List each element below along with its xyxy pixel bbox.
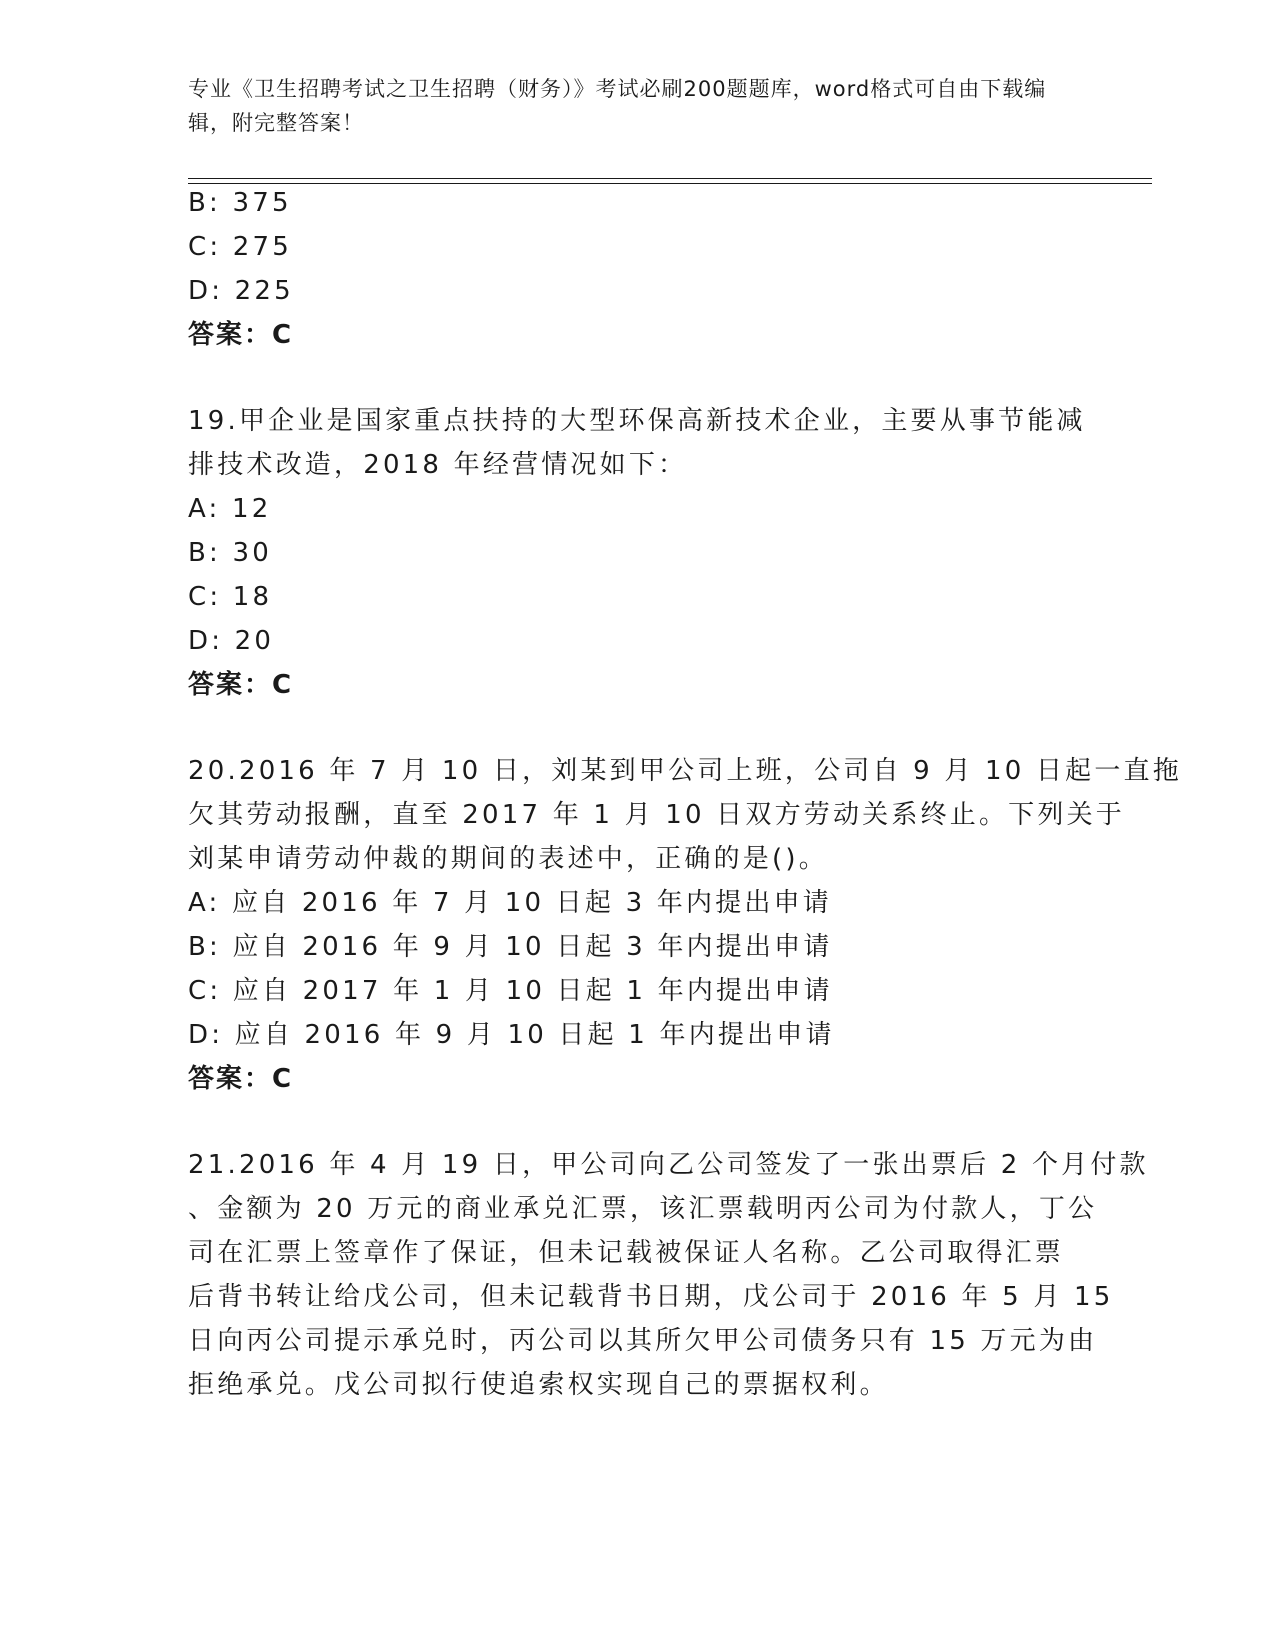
option-line: B: 375 xyxy=(188,188,292,218)
question-stem-line: 拒绝承兑。戊公司拟行使追索权实现自己的票据权利。 xyxy=(188,1370,889,1400)
question-stem-line: 排技术改造，2018 年经营情况如下： xyxy=(188,450,688,480)
question-stem-line: 21.2016 年 4 月 19 日，甲公司向乙公司签发了一张出票后 2 个月付款 xyxy=(188,1150,1149,1180)
question-stem-line: 司在汇票上签章作了保证，但未记载被保证人名称。乙公司取得汇票 xyxy=(188,1238,1065,1268)
question-stem-line: 20.2016 年 7 月 10 日，刘某到甲公司上班，公司自 9 月 10 日起一直拖 xyxy=(188,756,1182,786)
answer-line: 答案：C xyxy=(188,670,294,700)
option-line: B: 应自 2016 年 9 月 10 日起 3 年内提出申请 xyxy=(188,932,833,962)
question-stem-line: 刘某申请劳动仲裁的期间的表述中，正确的是()。 xyxy=(188,844,828,874)
header-divider-bottom xyxy=(188,183,1152,184)
option-line: C: 18 xyxy=(188,582,273,612)
option-line: D: 20 xyxy=(188,626,275,656)
option-line: D: 应自 2016 年 9 月 10 日起 1 年内提出申请 xyxy=(188,1020,835,1050)
question-stem-line: 后背书转让给戊公司，但未记载背书日期，戊公司于 2016 年 5 月 15 xyxy=(188,1282,1114,1312)
question-stem-line: 欠其劳动报酬，直至 2017 年 1 月 10 日双方劳动关系终止。下列关于 xyxy=(188,800,1125,830)
question-stem-line: 、金额为 20 万元的商业承兑汇票，该汇票载明丙公司为付款人，丁公 xyxy=(188,1194,1098,1224)
document-header: 专业《卫生招聘考试之卫生招聘（财务）》考试必刷200题题库，word格式可自由下载编辑，附完整答案！ xyxy=(188,77,1047,135)
option-line: C: 应自 2017 年 1 月 10 日起 1 年内提出申请 xyxy=(188,976,833,1006)
header-divider-top xyxy=(188,178,1152,179)
option-line: D: 225 xyxy=(188,276,294,306)
option-line: C: 275 xyxy=(188,232,293,262)
option-line: A: 应自 2016 年 7 月 10 日起 3 年内提出申请 xyxy=(188,888,833,918)
option-line: B: 30 xyxy=(188,538,272,568)
option-line: A: 12 xyxy=(188,494,272,524)
question-stem-line: 19.甲企业是国家重点扶持的大型环保高新技术企业，主要从事节能减 xyxy=(188,406,1086,436)
question-stem-line: 日向丙公司提示承兑时，丙公司以其所欠甲公司债务只有 15 万元为由 xyxy=(188,1326,1098,1356)
answer-line: 答案：C xyxy=(188,1064,294,1094)
answer-line: 答案：C xyxy=(188,320,294,350)
